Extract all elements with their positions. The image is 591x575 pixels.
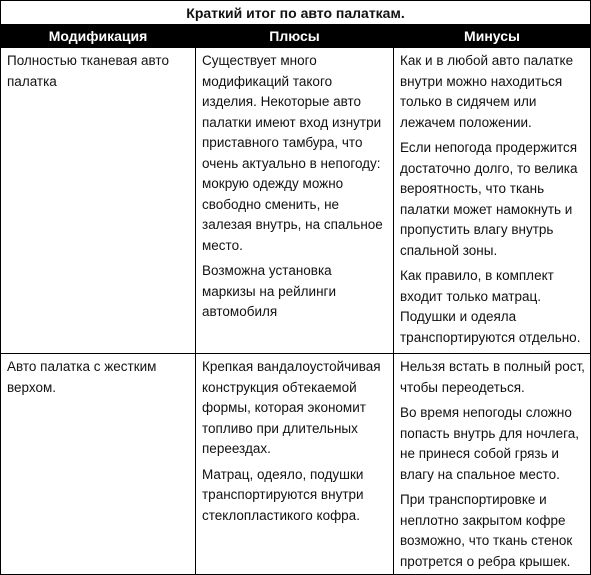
- table-header-row: [1, 25, 591, 48]
- header-cons: Минусы: [394, 25, 591, 48]
- cons-paragraph: Нельзя встать в полный рост, чтобы переодеться.: [400, 359, 585, 395]
- cons-paragraph: Если непогода продержится достаточно долго, то велика вероятность, что ткань палатки может намокнуть и пропустить влагу внутрь спальной зоны.: [400, 140, 578, 258]
- table-row: [1, 48, 591, 354]
- cons-cell: [394, 48, 591, 354]
- header-modification: Модификация: [1, 25, 196, 48]
- pros-cell: [196, 354, 394, 575]
- modification-text: Авто палатка с жестким верхом.: [7, 359, 157, 395]
- table-title: Краткий итог по авто палаткам.: [1, 1, 591, 25]
- modification-cell: [1, 354, 196, 575]
- pros-paragraph: Матрац, одеяло, подушки транспортируются внутри стеклопластикого кофра.: [202, 466, 364, 523]
- pros-paragraph: Существует много модификаций такого изделия. Некоторые авто палатки имеют вход изнутри приставного тамбура, что очень актуально в непогоду: мокрую одежду можно свободно сменить, не залезая внутрь, на спальное место.: [202, 53, 383, 253]
- cons-paragraph: Как правило, в комплект входит только матрац. Подушки и одеяла транспортируются отдельно.: [400, 268, 581, 345]
- cons-paragraph: Во время непогоды сложно попасть внутрь для ночлега, не принеся собой грязь и влагу на спальное место.: [400, 405, 579, 482]
- pros-cell: [196, 48, 394, 354]
- cons-paragraph: Как и в любой авто палатке внутри можно находиться только в сидячем или лежачем положении.: [400, 53, 574, 130]
- cons-cell: [394, 354, 591, 575]
- pros-paragraph: Возможна установка маркизы на рейлинги автомобиля: [202, 263, 336, 319]
- pros-paragraph: Крепкая вандалоустойчивая конструкция обтекаемой формы, которая экономит топливо при длительных переездах.: [202, 359, 381, 456]
- cons-paragraph: При транспортировке и неплотно закрытом кофре возможно, что ткань стенок протрется о ребра крышек.: [400, 492, 573, 569]
- table-row: [1, 354, 591, 575]
- modification-cell: [1, 48, 196, 354]
- modification-text: Полностью тканевая авто палатка: [7, 53, 169, 89]
- table-title-row: [1, 1, 591, 25]
- header-pros: Плюсы: [196, 25, 394, 48]
